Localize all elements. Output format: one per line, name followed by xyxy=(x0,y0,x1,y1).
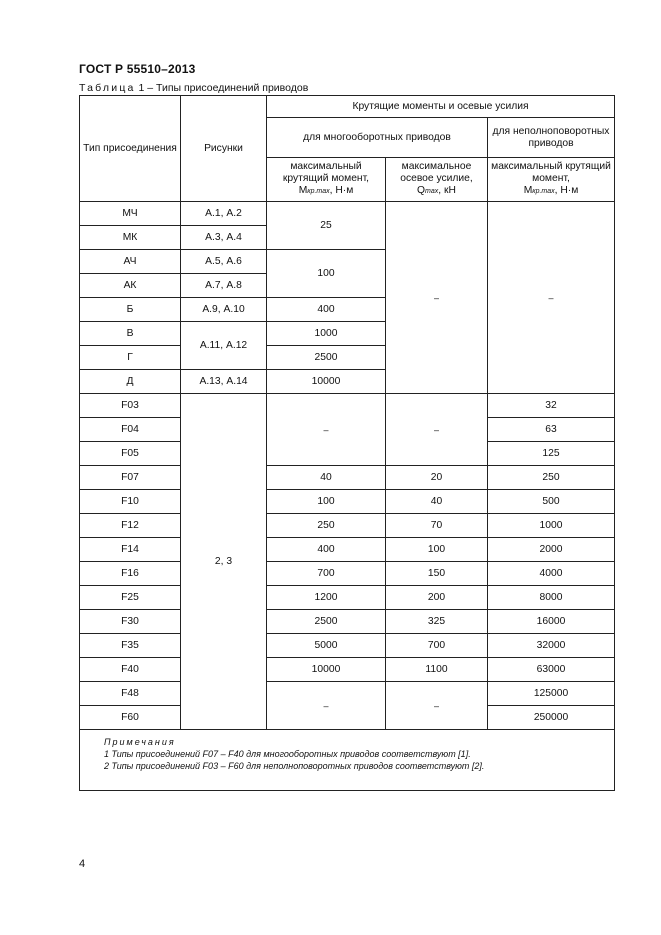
table-row xyxy=(80,562,615,586)
header-max-torque xyxy=(267,158,386,202)
cell-type: F25 xyxy=(80,586,181,610)
cell-part-turn: 32 xyxy=(488,394,615,418)
notes-title: Примечания xyxy=(104,737,176,747)
cell-part-turn: 32000 xyxy=(488,634,615,658)
cell-type: АК xyxy=(80,274,181,298)
cell-type: МЧ xyxy=(80,202,181,226)
cell-torque: 40 xyxy=(267,466,386,490)
table-row xyxy=(80,514,615,538)
table-row xyxy=(80,490,615,514)
header-max-torque-subscript: кр.max xyxy=(307,188,330,195)
cell-part-turn: 63000 xyxy=(488,658,615,682)
table-row xyxy=(80,586,615,610)
cell-part-turn: 1000 xyxy=(488,514,615,538)
cell-type: F12 xyxy=(80,514,181,538)
cell-torque: – xyxy=(267,682,386,730)
cell-axial: – xyxy=(386,394,488,466)
cell-type: F60 xyxy=(80,706,181,730)
cell-part-turn: 16000 xyxy=(488,610,615,634)
table-row xyxy=(80,538,615,562)
cell-figures: А.1, А.2 xyxy=(181,202,267,226)
cell-figures: А.11, А.12 xyxy=(181,322,267,370)
cell-torque: 1200 xyxy=(267,586,386,610)
document-code: ГОСТ Р 55510–2013 xyxy=(79,62,196,76)
cell-type: F10 xyxy=(80,490,181,514)
header-axial-unit: , кН xyxy=(438,185,456,196)
cell-type: АЧ xyxy=(80,250,181,274)
cell-axial: – xyxy=(386,202,488,394)
cell-axial: 70 xyxy=(386,514,488,538)
header-max-torque-symbol: М xyxy=(298,185,308,196)
cell-part-turn: – xyxy=(488,202,615,394)
cell-axial: 1100 xyxy=(386,658,488,682)
cell-axial: 150 xyxy=(386,562,488,586)
cell-part-turn: 250000 xyxy=(488,706,615,730)
cell-torque: 400 xyxy=(267,298,386,322)
table-caption-title: 1 – Типы присоединений приводов xyxy=(138,82,309,94)
table-caption xyxy=(79,82,308,94)
table-row xyxy=(80,394,615,418)
cell-axial: 700 xyxy=(386,634,488,658)
cell-figures: 2, 3 xyxy=(181,394,267,730)
cell-figures: А.5, А.6 xyxy=(181,250,267,274)
cell-type: F40 xyxy=(80,658,181,682)
cell-part-turn: 125000 xyxy=(488,682,615,706)
table-row xyxy=(80,610,615,634)
table-row xyxy=(80,634,615,658)
cell-torque: 400 xyxy=(267,538,386,562)
table-row xyxy=(80,466,615,490)
cell-axial: 40 xyxy=(386,490,488,514)
cell-type: F03 xyxy=(80,394,181,418)
header-axial-subscript: max xyxy=(425,188,439,195)
header-pt-torque-subscript: кр.max xyxy=(532,188,555,195)
cell-part-turn: 8000 xyxy=(488,586,615,610)
cell-type: Г xyxy=(80,346,181,370)
cell-torque: 25 xyxy=(267,202,386,250)
cell-type: F07 xyxy=(80,466,181,490)
cell-part-turn: 250 xyxy=(488,466,615,490)
header-type: Тип присоединения xyxy=(80,96,181,202)
table-row xyxy=(80,658,615,682)
header-part-turn: для неполноповоротных приводов xyxy=(488,118,615,158)
cell-type: F35 xyxy=(80,634,181,658)
cell-axial: – xyxy=(386,682,488,730)
header-multi-turn: для многооборотных приводов xyxy=(267,118,488,158)
cell-torque: 2500 xyxy=(267,610,386,634)
cell-type: F30 xyxy=(80,610,181,634)
cell-torque: – xyxy=(267,394,386,466)
cell-torque: 100 xyxy=(267,250,386,298)
cell-axial: 100 xyxy=(386,538,488,562)
cell-type: В xyxy=(80,322,181,346)
header-pt-torque xyxy=(488,158,615,202)
note-item: 1 Типы присоединений F07 – F40 для многооборотных приводов соответствуют [1]. xyxy=(104,749,471,759)
cell-part-turn: 4000 xyxy=(488,562,615,586)
cell-type: F48 xyxy=(80,682,181,706)
cell-torque: 5000 xyxy=(267,634,386,658)
header-forces: Крутящие моменты и осевые усилия xyxy=(267,96,615,118)
table-header-row xyxy=(80,96,615,118)
cell-type: F16 xyxy=(80,562,181,586)
cell-torque: 100 xyxy=(267,490,386,514)
cell-type: F04 xyxy=(80,418,181,442)
cell-axial: 200 xyxy=(386,586,488,610)
header-max-torque-unit: , Н·м xyxy=(329,185,354,196)
cell-figures: А.13, А.14 xyxy=(181,370,267,394)
header-pt-torque-text: максимальный крутящий момент, xyxy=(491,161,611,184)
cell-type: Б xyxy=(80,298,181,322)
cell-part-turn: 500 xyxy=(488,490,615,514)
note-item: 2 Типы присоединений F03 – F60 для неполноповоротных приводов соответствуют [2]. xyxy=(104,761,485,771)
table-row xyxy=(80,682,615,706)
header-pt-torque-unit: , Н·м xyxy=(554,185,579,196)
cell-torque: 250 xyxy=(267,514,386,538)
table-row xyxy=(80,202,615,226)
cell-type: F14 xyxy=(80,538,181,562)
header-max-torque-text: максимальный крутящий момент, xyxy=(282,161,370,184)
connection-types-table xyxy=(79,95,615,791)
notes-row xyxy=(80,730,615,791)
cell-torque: 2500 xyxy=(267,346,386,370)
header-figures: Рисунки xyxy=(181,96,267,202)
header-axial-text: максимальное осевое усилие, xyxy=(400,161,473,184)
cell-type: Д xyxy=(80,370,181,394)
page-number: 4 xyxy=(79,858,86,870)
cell-axial: 325 xyxy=(386,610,488,634)
cell-torque: 10000 xyxy=(267,658,386,682)
cell-figures: А.7, А.8 xyxy=(181,274,267,298)
cell-torque: 1000 xyxy=(267,322,386,346)
cell-figures: А.3, А.4 xyxy=(181,226,267,250)
header-pt-torque-symbol: М xyxy=(523,185,533,196)
cell-type: F05 xyxy=(80,442,181,466)
cell-figures: А.9, А.10 xyxy=(181,298,267,322)
header-axial-symbol: Q xyxy=(417,185,426,196)
cell-part-turn: 125 xyxy=(488,442,615,466)
cell-torque: 10000 xyxy=(267,370,386,394)
cell-part-turn: 2000 xyxy=(488,538,615,562)
cell-torque: 700 xyxy=(267,562,386,586)
table-notes xyxy=(80,730,615,791)
header-axial-force xyxy=(386,158,488,202)
cell-part-turn: 63 xyxy=(488,418,615,442)
table-caption-prefix: Таблица xyxy=(79,82,136,94)
cell-type: МК xyxy=(80,226,181,250)
cell-axial: 20 xyxy=(386,466,488,490)
